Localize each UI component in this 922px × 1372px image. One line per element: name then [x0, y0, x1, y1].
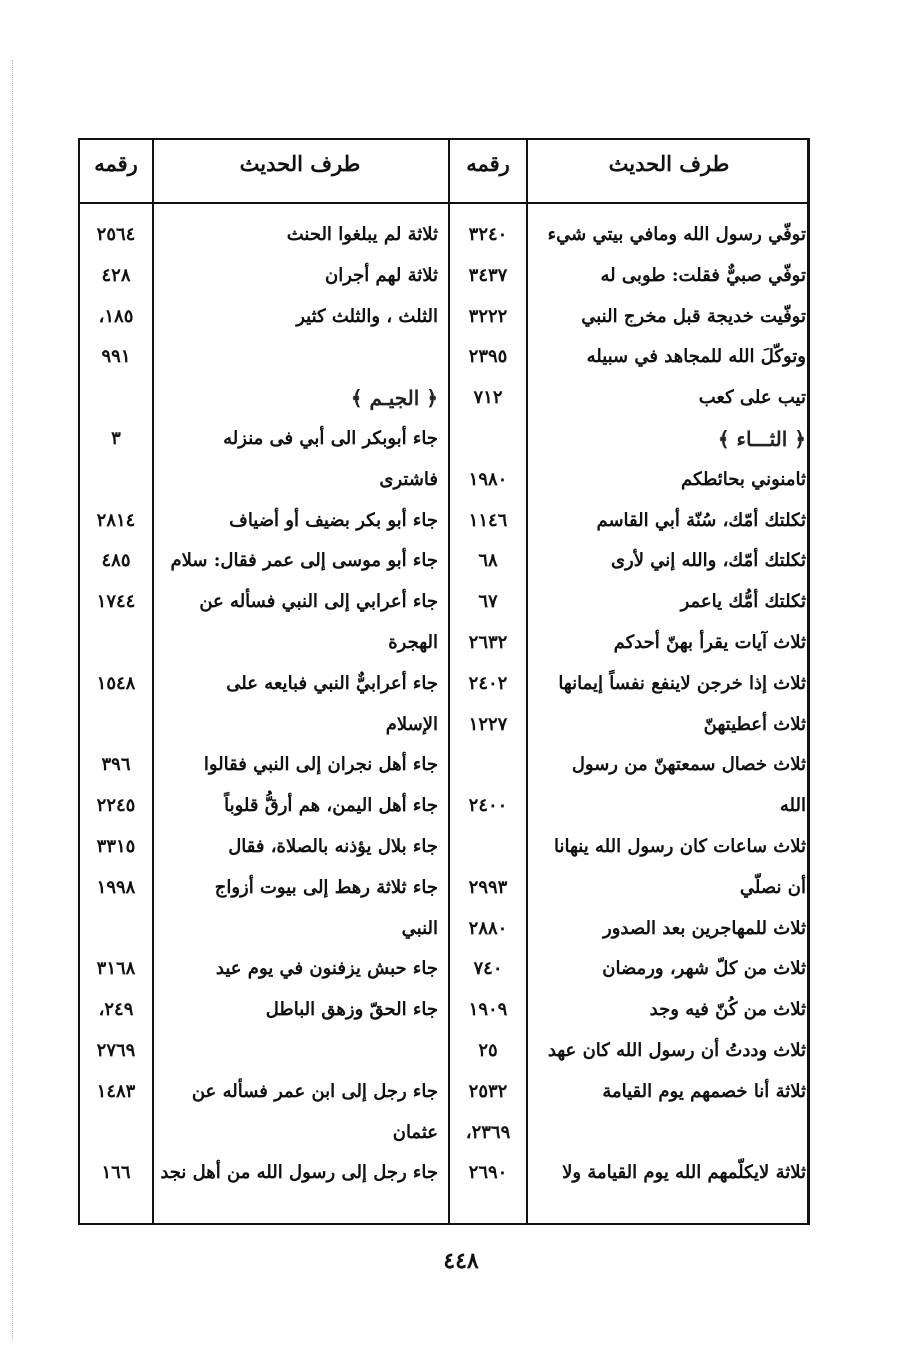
hadith-number-left: ٢٨١٤	[96, 509, 136, 531]
hadith-number-right: ٢٣٩٥	[468, 346, 508, 368]
table-row	[0, 256, 922, 296]
hadith-text-left: جاء الحقّ وزهق الباطل	[265, 999, 438, 1021]
hadith-text-left: ثلاثة لم يبلغوا الحنث	[286, 224, 438, 245]
hadith-text-left: عثمان	[392, 1121, 438, 1143]
hadith-text-right: ثلاث آيات يقرأ بهنّ أحدكم	[613, 632, 806, 653]
hadith-number-left	[80, 705, 152, 745]
hadith-number-left	[80, 623, 152, 663]
hadith-text-left: ﴿ الجيـم ﴾	[350, 386, 438, 411]
hadith-number-right: ٢٦٣٢	[468, 632, 508, 653]
hadith-number-left: ٩٩١	[101, 346, 131, 368]
hadith-number-right: ١٩٠٩	[468, 999, 508, 1021]
hadith-text-left: جاء حبش يزفنون في يوم عيد	[215, 958, 438, 980]
table-row	[0, 378, 922, 418]
hadith-text-right: ثلاث أعطيتهنّ	[703, 713, 806, 735]
hadith-number-left	[80, 909, 152, 949]
hadith-number-left: ١٩٩٨	[96, 876, 136, 898]
table-row	[0, 215, 922, 255]
table-row	[0, 541, 922, 581]
hadith-number-right: ١١٤٦	[468, 509, 508, 531]
hadith-text-left: الثلث ، والثلث كثير	[296, 305, 438, 327]
hadith-number-right: ٦٨	[478, 550, 498, 572]
hadith-number-right: ٢٣٦٩،	[465, 1121, 511, 1143]
hadith-number-left: ٣٣١٥	[96, 836, 136, 857]
table-row	[0, 786, 922, 826]
hadith-text-right: أن نصلّي	[739, 876, 806, 898]
table-row	[0, 949, 922, 989]
hadith-number-right	[450, 827, 526, 867]
hadith-text-right: ثلاث من كُنّ فيه وجد	[649, 999, 806, 1021]
hadith-text-left: جاء أبوبكر الى أبي فى منزله	[223, 428, 438, 449]
hadith-number-right: ٢٤٠٠	[468, 795, 508, 817]
hadith-text-left: الإسلام	[385, 713, 438, 735]
hadith-text-left: جاء أعرابيٌّ النبي فبايعه على	[226, 672, 438, 694]
table-row	[0, 990, 922, 1030]
hadith-number-left: ٢٢٤٥	[96, 795, 136, 817]
table-row	[0, 460, 922, 500]
hadith-text-left: جاء أبو موسى إلى عمر فقال: سلام	[170, 550, 438, 572]
hadith-number-right: ٢٨٨٠	[468, 917, 508, 939]
hadith-number-left: ٣١٦٨	[96, 958, 136, 980]
hadith-text-right: توفّي رسول الله ومافي بيتي شيء	[547, 224, 806, 245]
hadith-number-right: ٦٧	[478, 591, 498, 613]
table-row	[0, 705, 922, 745]
hadith-text-right: ثامنوني بحائطكم	[681, 468, 806, 490]
table-row	[0, 827, 922, 867]
hadith-text-left: جاء ثلاثة رهط إلى بيوت أزواج	[214, 876, 438, 898]
hadith-number-right	[450, 745, 526, 785]
hadith-text-left	[154, 337, 446, 377]
left-number-column-header: رقمه	[94, 151, 138, 176]
hadith-number-right: ٣٤٣٧	[468, 264, 508, 286]
right-text-column-header: طرف الحديث	[608, 151, 730, 176]
hadith-text-left: جاء بلال يؤذنه بالصلاة، فقال	[228, 836, 438, 857]
hadith-text-left: جاء أهل نجران إلى النبي فقالوا	[203, 754, 438, 776]
hadith-number-left: ٣	[111, 428, 121, 449]
hadith-text-left: جاء أبو بكر بضيف أو أضياف	[229, 509, 438, 531]
table-row	[0, 868, 922, 908]
hadith-text-left	[154, 1031, 446, 1071]
page-number: ٤٤٨	[443, 1248, 479, 1274]
hadith-text-right: ثكلتك أمّك، سُنّة أبي القاسم	[596, 509, 806, 531]
hadith-number-left: ١٥٤٨	[96, 672, 136, 694]
hadith-text-left: جاء رجل إلى رسول الله من أهل نجد	[160, 1162, 438, 1184]
hadith-number-right: ١٩٨٠	[468, 468, 508, 490]
hadith-number-right: ١٢٢٧	[468, 713, 508, 735]
hadith-text-left: ثلاثة لهم أجران	[325, 264, 438, 286]
hadith-number-left: ١٨٥،	[98, 305, 134, 327]
table-row	[0, 745, 922, 785]
table-row	[0, 909, 922, 949]
hadith-text-right: ﴿ الثـــاء ﴾	[717, 427, 806, 451]
hadith-text-right: ثلاث من كلّ شهر، ورمضان	[602, 958, 806, 980]
hadith-number-right: ٢٩٩٣	[468, 876, 508, 898]
hadith-text-right: وتوكّلَ الله للمجاهد في سبيله	[586, 346, 806, 368]
table-row	[0, 297, 922, 337]
hadith-text-right: ثلاث خصال سمعتهنّ من رسول	[571, 754, 806, 776]
hadith-number-left: ٢٧٦٩	[96, 1040, 136, 1061]
hadith-text-left: جاء رجل إلى ابن عمر فسأله عن	[191, 1080, 438, 1102]
hadith-number-right	[450, 419, 526, 459]
table-row	[0, 337, 922, 377]
hadith-text-right: توفّيت خديجة قبل مخرج النبي	[581, 305, 806, 327]
hadith-text-left: جاء أهل اليمن، هم أرقُّ قلوباً	[224, 795, 438, 817]
table-row	[0, 1113, 922, 1153]
table-row	[0, 1153, 922, 1193]
hadith-text-right: تيب على كعب	[698, 387, 806, 409]
hadith-number-right: ٢٥٣٢	[468, 1080, 508, 1102]
hadith-number-right: ٢٦٩٠	[468, 1162, 508, 1184]
table-row	[0, 1072, 922, 1112]
hadith-text-right: ثلاثة لايكلّمهم الله يوم القيامة ولا	[562, 1162, 806, 1184]
hadith-number-left: ١٧٤٤	[96, 591, 136, 613]
hadith-text-right: الله	[779, 795, 806, 817]
hadith-text-left: جاء أعرابي إلى النبي فسأله عن	[199, 591, 438, 613]
table-row	[0, 623, 922, 663]
hadith-text-right: ثلاث للمهاجرين بعد الصدور	[603, 917, 806, 939]
hadith-text-right: ثلاث إذا خرجن لاينفع نفساً إيمانها	[558, 672, 806, 694]
hadith-number-left: ٤٨٥	[101, 550, 131, 572]
hadith-text-right	[528, 1113, 810, 1153]
hadith-number-left	[80, 378, 152, 418]
table-row	[0, 501, 922, 541]
hadith-number-right: ٧٤٠	[473, 958, 503, 980]
hadith-number-left: ١٦٦	[101, 1162, 131, 1184]
hadith-number-right: ٧١٢	[473, 387, 503, 409]
hadith-number-left	[80, 460, 152, 500]
hadith-text-right: ثلاثة أنا خصمهم يوم القيامة	[602, 1080, 806, 1102]
table-row	[0, 419, 922, 459]
hadith-number-left: ٢٤٩،	[98, 999, 134, 1021]
hadith-number-right: ٣٢٤٠	[468, 224, 508, 245]
hadith-number-left: ١٤٨٣	[96, 1080, 136, 1102]
hadith-number-left: ٤٢٨	[101, 264, 131, 286]
hadith-text-right: ثلاث ساعات كان رسول الله ينهانا	[554, 836, 806, 857]
hadith-number-right: ٣٢٢٢	[468, 305, 508, 327]
hadith-text-right: توفّي صبيٌّ فقلت: طوبى له	[600, 264, 806, 286]
hadith-text-left: الهجرة	[388, 632, 438, 653]
hadith-text-right: ثكلتك أمُّك ياعمر	[680, 591, 806, 613]
table-row	[0, 582, 922, 622]
hadith-number-left: ٢٥٦٤	[96, 224, 136, 245]
hadith-number-right: ٢٥	[478, 1040, 498, 1061]
table-row	[0, 664, 922, 704]
hadith-number-right: ٢٤٠٢	[468, 672, 508, 694]
table-row	[0, 1031, 922, 1071]
hadith-text-left: فاشترى	[379, 468, 438, 490]
left-text-column-header: طرف الحديث	[239, 151, 361, 176]
right-number-column-header: رقمه	[466, 151, 510, 176]
hadith-text-right: ثكلتك أمّك، والله إني لأرى	[610, 550, 806, 572]
hadith-number-left	[80, 1113, 152, 1153]
hadith-number-left: ٣٩٦	[101, 754, 131, 776]
hadith-text-right: ثلاث وددتُ أن رسول الله كان عهد	[547, 1040, 806, 1061]
hadith-text-left: النبي	[401, 917, 438, 939]
